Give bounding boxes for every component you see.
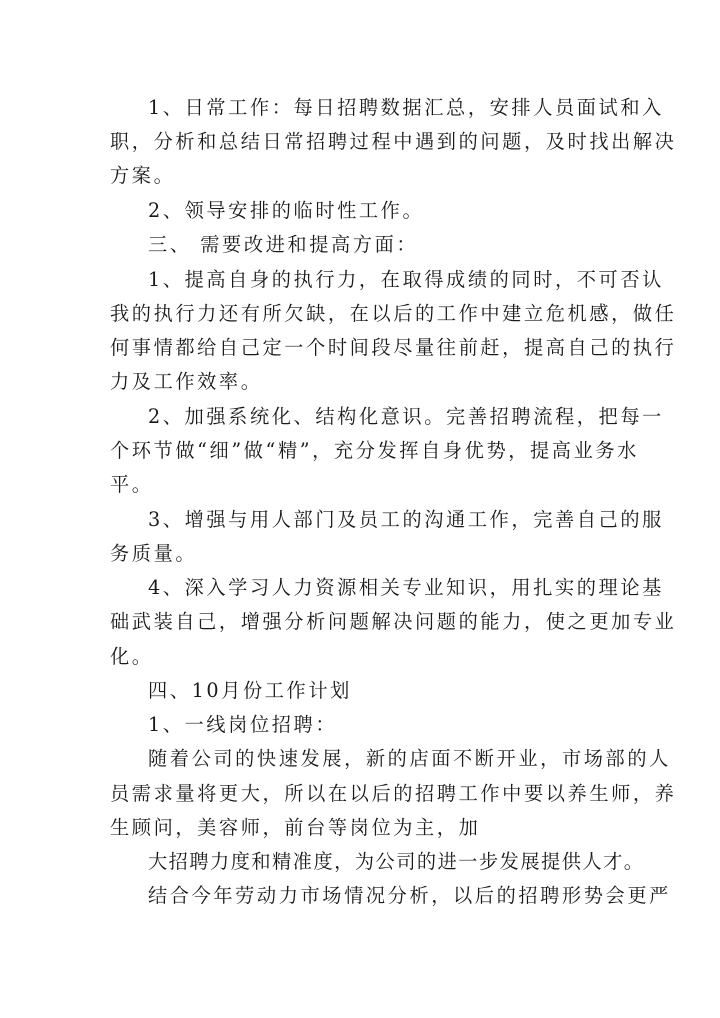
text-line: 大招聘力度和精准度，为公司的进一步发展提供人才。 [148, 850, 645, 873]
text-line: 结合今年劳动力市场情况分析，以后的招聘形势会更严 [148, 884, 671, 907]
text-line: 1、提高自身的执行力，在取得成绩的同时，不可否认 [148, 268, 664, 291]
text-line: 我的执行力还有所欠缺，在以后的工作中建立危机感，做任 [110, 302, 677, 325]
text-line: 3、增强与用人部门及员工的沟通工作，完善自己的服 [148, 508, 664, 531]
text-line: 2、加强系统化、结构化意识。完善招聘流程，把每一 [148, 405, 664, 428]
text-line: 础武装自己，增强分析问题解决问题的能力，使之更加专业 [110, 610, 677, 633]
text-line: 个环节做“细”做“精”，充分发挥自身优势，提高业务水 [110, 439, 639, 462]
text-line: 员需求量将更大，所以在以后的招聘工作中要以养生师，养 [110, 782, 677, 805]
text-line: 务质量。 [110, 542, 198, 565]
text-line: 平。 [110, 473, 154, 496]
text-line: 力及工作效率。 [110, 370, 263, 393]
text-line: 化。 [110, 645, 154, 668]
text-line: 方案。 [110, 164, 176, 187]
text-line: 生顾问，美容师，前台等岗位为主，加 [110, 816, 481, 839]
text-line: 1、一线岗位招聘： [148, 713, 338, 736]
section-heading: 三、 需要改进和提高方面： [148, 233, 419, 256]
text-line: 何事情都给自己定一个时间段尽量往前赶，提高自己的执行 [110, 336, 677, 359]
text-line: 随着公司的快速发展，新的店面不断开业，市场部的人 [148, 747, 671, 770]
text-line: 4、深入学习人力资源相关专业知识，用扎实的理论基 [148, 576, 664, 599]
text-line: 2、领导安排的临时性工作。 [148, 199, 425, 222]
text-line: 职，分析和总结日常招聘过程中遇到的问题，及时找出解决 [110, 130, 677, 153]
text-line: 1、日常工作：每日招聘数据汇总，安排人员面试和入 [148, 96, 664, 119]
section-heading: 四、10月份工作计划 [148, 679, 352, 702]
